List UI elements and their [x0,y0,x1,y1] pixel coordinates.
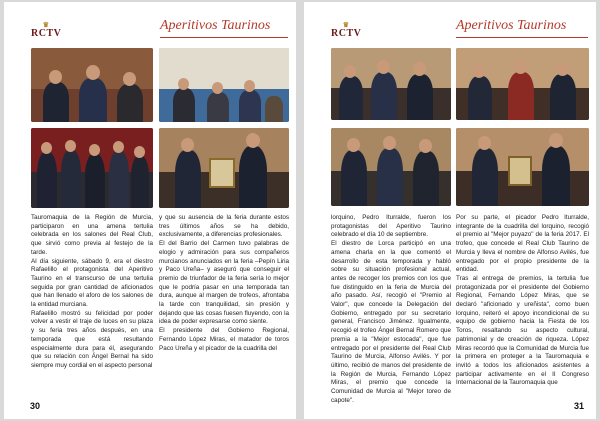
page-number: 30 [30,401,41,411]
photo-group-right-2 [456,48,589,120]
page-title: Aperitivos Taurinos [456,18,567,33]
text-column-1: lorquino, Pedro Iturralde, fueron los protagonistas del Aperitivo Taurino celebrado el día 10 de septiembre. El diestro de Lorca participó en una amena charla en la que comentó el desarrollo de esta temporada y habló sobre su situación profesional actual, antes de recoger los premios con los que fue distinguido en la feria de Murcia del año pasado. Así, recogió el "Premio al Valor", que concede la Delegación del Gobierno, entregado por su secretario general, Francisco Jiménez. Igualmente, recogió el trofeo Ángel Bernal Romero que premia a la "Mejor estocada", que fue entregado por el presidente del Real Club Taurino de Murcia, Alfonso Avilés. Y por último, recibió de manos del presidente de la Región de Murcia, Fernando López Miras, el premio que concede la Comunidad de Murcia al "Mejor toreo de capote". [331,214,451,404]
page-title: Aperitivos Taurinos [160,18,271,33]
photo-award-right-1 [331,128,451,206]
photo-group-left [31,128,153,208]
text-column-2: y que su ausencia de la feria durante estos tres últimos años se ha debido, exclusivamente, a diferencias profesionales. El del Barrio del Carmen tuvo palabras de elogio y admiración para sus compañeros murcianos anunciados en la feria –Pepín Liria y Paco Ureña– y aseguró que conseguir el premio de triunfador de la feria sería lo mejor que le podría pasar en una temporada tan dura, aunque al margen de trofeos, afrontaba la tarde con tranquilidad, sin presión y dejando que las cosas fuesen fluyendo, con la idea de poder expresarse como siente. El presidente del Gobierno Regional, Fernando López Miras, el matador de toros Paco Ureña y el picador de la cuadrilla del [159,214,289,352]
award-plaque-icon [209,158,235,188]
club-logo: ♛ RCTV [331,21,362,39]
header-rule [160,37,288,38]
photo-group-right-1 [331,48,451,120]
text-column-1: Tauromaquia de la Región de Murcia, participaron en una amena tertulia celebrada en los salones del Real Club, que sirvió como previa al festejo de la tarde. Al día siguiente, sábado 9, era el diestro Rafaelillo el protagonista del Aperitivo Taurino en el transcurso de una tertulia seguida por gran cantidad de aficionados que han llenado el aforo de los salones de la entidad murciana. Rafaelillo mostró su felicidad por poder volver a vestir el traje de luces en su plaza y su feria tres años después, en una temporada que está resultando especialmente dura para él, asegurando que su relación con Ángel Bernal ha sido siempre muy cordial en el aspecto personal [31,214,153,369]
page-right [304,2,596,419]
award-plaque-icon [508,156,532,186]
crown-icon: ♛ [42,21,50,29]
page-number: 31 [574,401,585,411]
page-left [4,2,296,419]
header-rule [456,37,588,38]
crown-icon: ♛ [342,21,350,29]
photo-tertulia-salon [159,48,289,122]
photo-award-right-2 [456,128,589,206]
text-column-2: Por su parte, el picador Pedro Iturralde, integrante de la cuadrilla del lorquino, recogió el premio al "Mejor puyazo" de la feria 2017. El trofeo, que concede el Real Club Taurino de Murcia y lleva el nombre de Alfonso Avilés, fue entregado por el propio presidente de la entidad. Tras al entrega de premios, la tertulia fue protagonizada por el presidente del Gobierno Regional, Fernando López Miras, que se declaró "aficionado y ureñista", como buen lorquino, reiteró el apoyo incondicional de su equipo de gobierno hacia la Fiesta de los Toros, resaltando su aspecto cultural, patrimonial y de creación de riqueza. López Miras recordó que la Comunidad de Murcia fue la primera en proteger a la Tauromaquia e invitó a todos los aficionados asistentes a participar activamente en el II Congreso Internacional de la Tauromaquia que [456,214,589,387]
photo-tertulia-panel [31,48,153,122]
photo-award-left [159,128,289,208]
club-logo: ♛ RCTV [31,21,62,39]
